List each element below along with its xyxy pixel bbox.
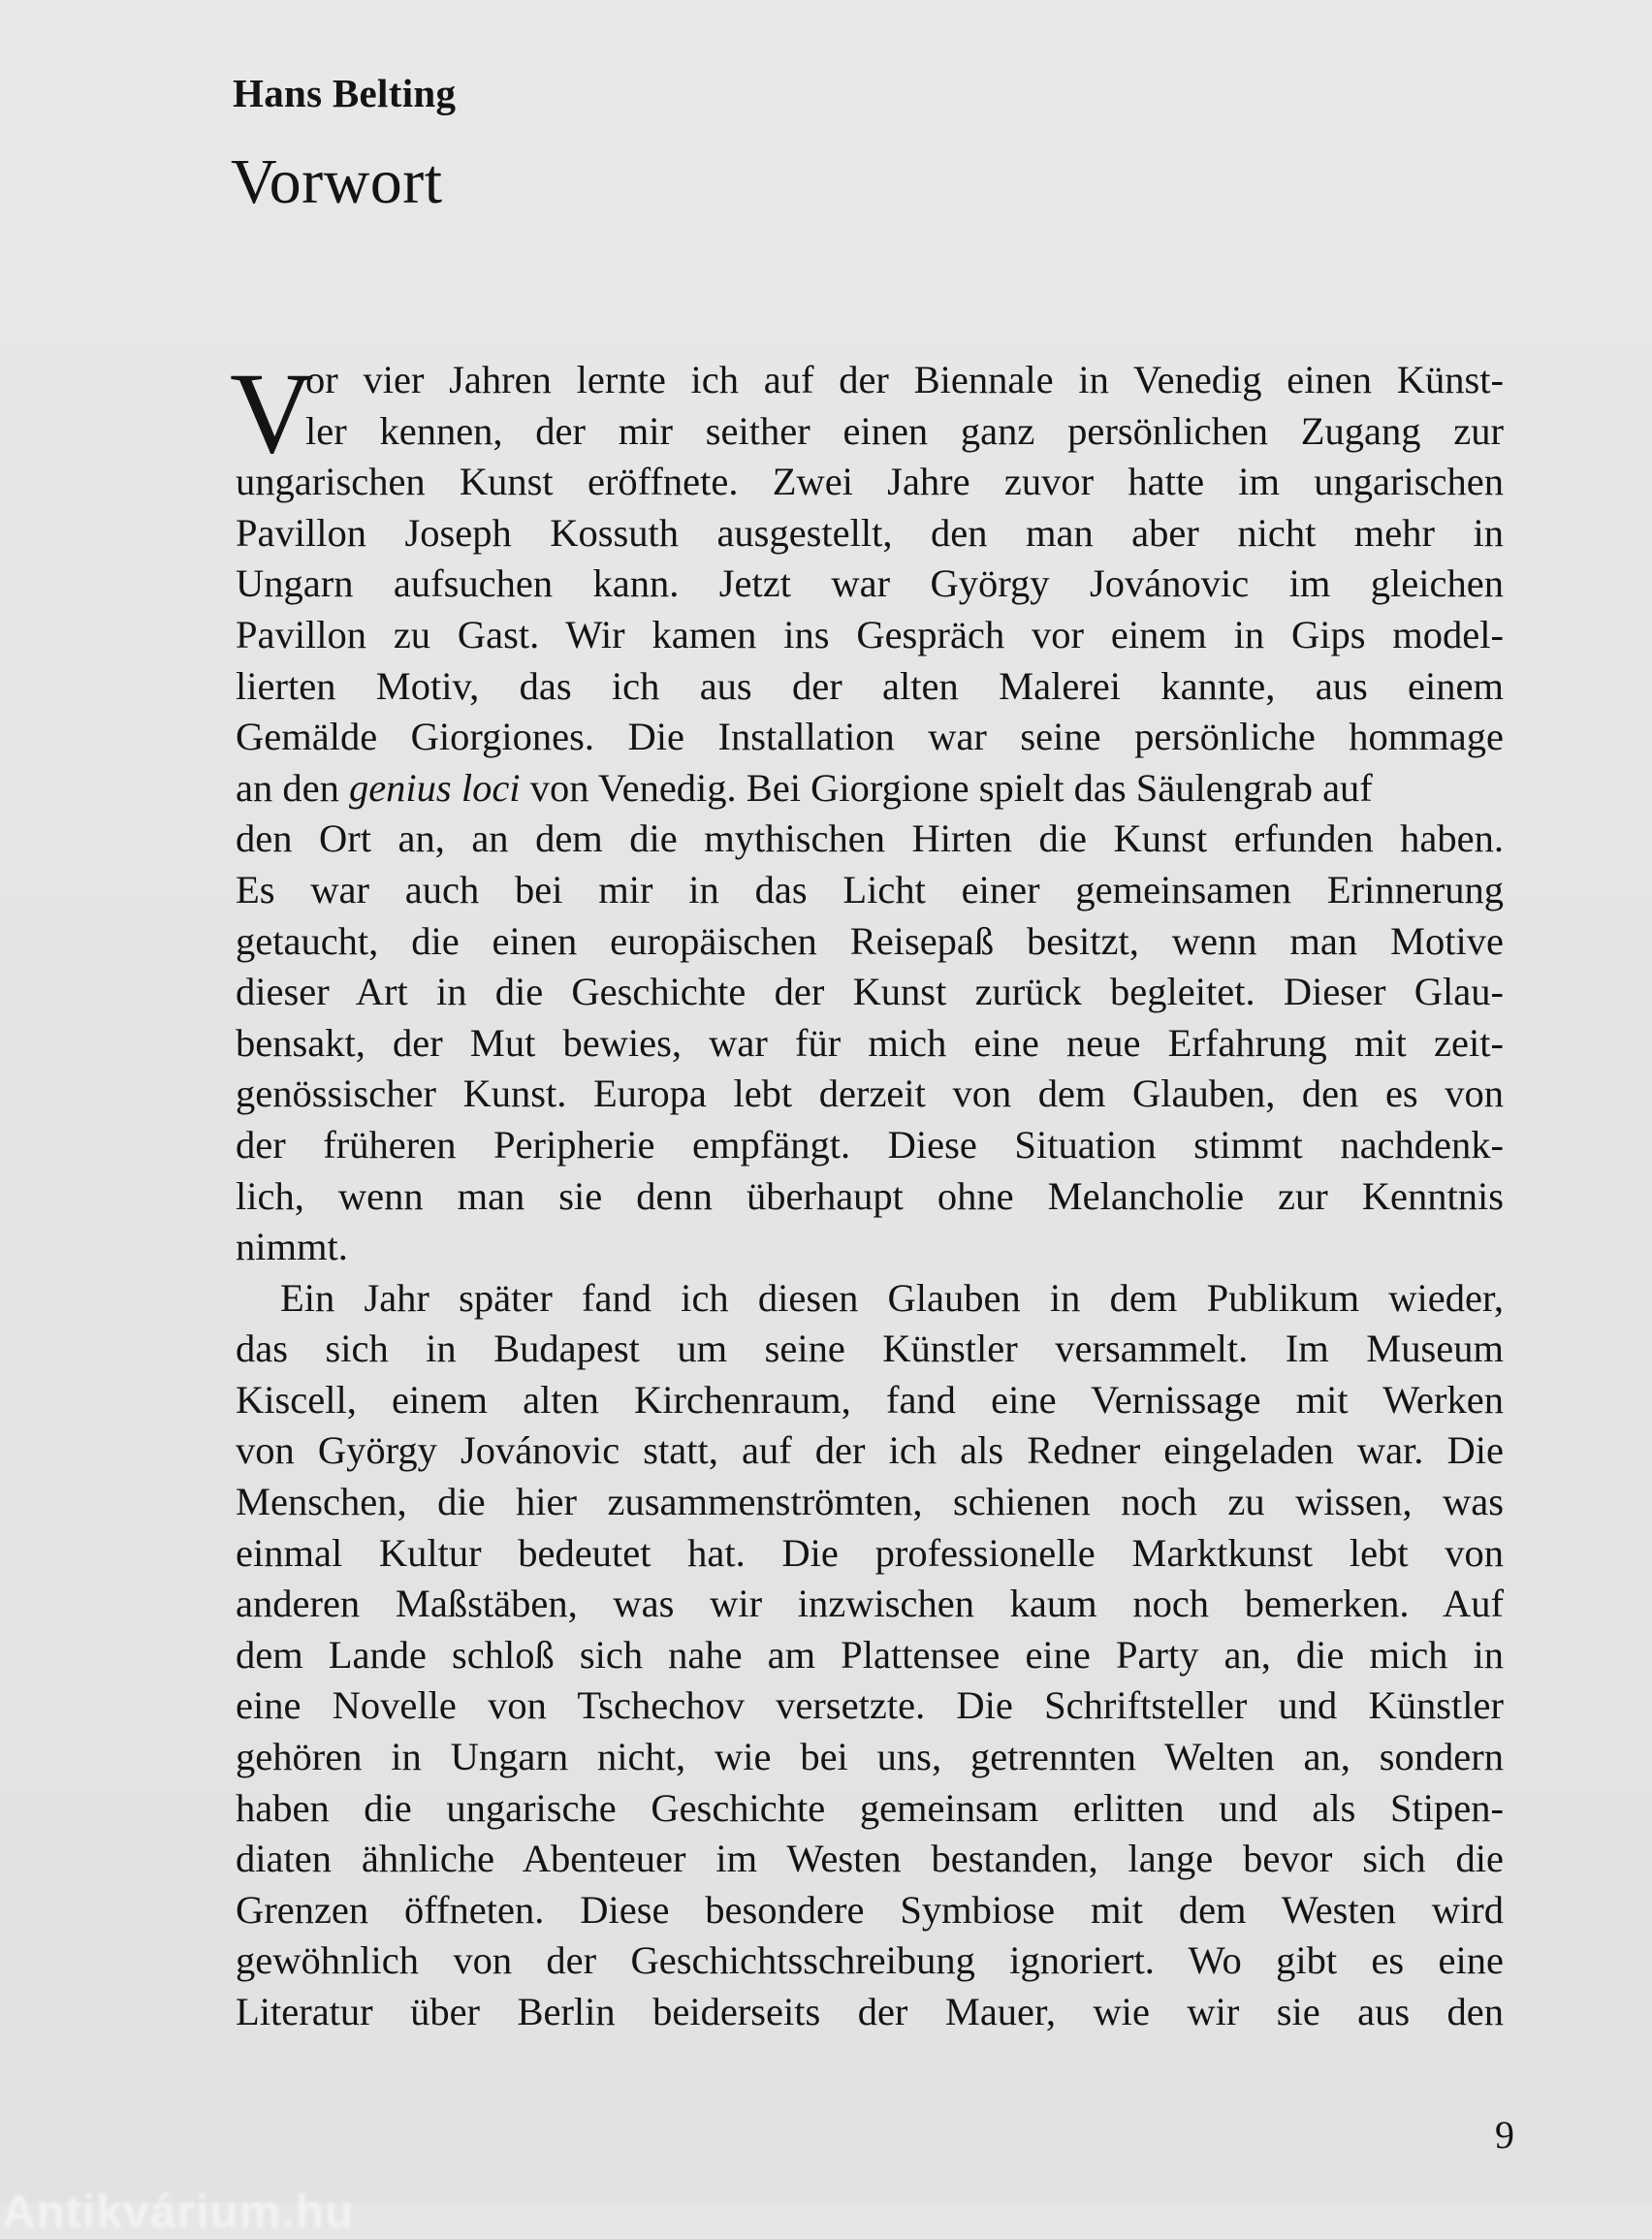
text-line: der früheren Peripherie empfängt. Diese Situation stimmt nachdenk-	[236, 1122, 1504, 1167]
text-line: den Ort an, an dem die mythischen Hirten die Kunst erfunden haben.	[236, 816, 1504, 861]
text-line: gehören in Ungarn nicht, wie bei uns, getrennten Welten an, sondern	[236, 1735, 1504, 1779]
text-line: bensakt, der Mut bewies, war für mich eine neue Erfahrung mit zeit-	[236, 1020, 1504, 1065]
text-line: dieser Art in die Geschichte der Kunst zurück begleitet. Dieser Glau-	[236, 970, 1504, 1014]
text-line: haben die ungarische Geschichte gemeinsam erlitten und als Stipen-	[236, 1785, 1504, 1830]
text-line-with-italic	[236, 763, 1504, 815]
text-line: Pavillon zu Gast. Wir kamen ins Gespräch vor einem in Gips model-	[236, 612, 1504, 656]
paragraph-2	[236, 1273, 1504, 2038]
text-line: or vier Jahren lernte ich auf der Biennale in Venedig einen Künst-	[305, 358, 1504, 401]
text-line: gewöhnlich von der Geschichtsschreibung ignoriert. Wo gibt es eine	[236, 1938, 1504, 1983]
text-fragment: von Venedig. Bei Giorgione spielt das Säulengrab auf	[520, 765, 1373, 810]
text-line: Grenzen öffneten. Diese besondere Symbiose mit dem Westen wird	[236, 1887, 1504, 1932]
text-line: Kiscell, einem alten Kirchenraum, fand eine Vernissage mit Werken	[236, 1377, 1504, 1422]
text-line: eine Novelle von Tschechov versetzte. Die Schriftsteller und Künstler	[236, 1683, 1504, 1728]
text-line: ler kennen, der mir seither einen ganz persönlichen Zugang zur	[305, 408, 1504, 453]
text-line: Ein Jahr später fand ich diesen Glauben in dem Publikum wieder,	[280, 1275, 1504, 1320]
text-line: anderen Maßstäben, was wir inzwischen kaum noch bemerken. Auf	[236, 1582, 1504, 1626]
text-line: von György Jovánovic statt, auf der ich als Redner eingeladen war. Die	[236, 1428, 1504, 1473]
text-line: Pavillon Joseph Kossuth ausgestellt, den man aber nicht mehr in	[236, 510, 1504, 555]
italic-phrase: genius loci	[348, 765, 521, 810]
text-line: Literatur über Berlin beiderseits der Mauer, wie wir sie aus den	[236, 1990, 1504, 2033]
text-line: getaucht, die einen europäischen Reisepaß besitzt, wenn man Motive	[236, 918, 1504, 963]
text-line: genössischer Kunst. Europa lebt derzeit von dem Glauben, den es von	[236, 1072, 1504, 1116]
chapter-title: Vorwort	[231, 146, 443, 217]
text-line: lierten Motiv, das ich aus der alten Malerei kannte, aus einem	[236, 663, 1504, 708]
text-line: dem Lande schloß sich nahe am Plattensee eine Party an, die mich in	[236, 1632, 1504, 1677]
author-name: Hans Belting	[233, 71, 457, 115]
text-line: diaten ähnliche Abenteuer im Westen bestanden, lange bevor sich die	[236, 1837, 1504, 1881]
text-line: Menschen, die hier zusammenströmten, schienen noch zu wissen, was	[236, 1480, 1504, 1524]
text-line: Ungarn aufsuchen kann. Jetzt war György Jovánovic im gleichen	[236, 561, 1504, 606]
text-line: ungarischen Kunst eröffnete. Zwei Jahre zuvor hatte im ungarischen	[236, 460, 1504, 504]
text-line: das sich in Budapest um seine Künstler versammelt. Im Museum	[236, 1327, 1504, 1371]
text-line: Gemälde Giorgiones. Die Installation war seine persönliche hommage	[236, 715, 1504, 759]
text-fragment: an den	[236, 765, 349, 810]
drop-cap: V	[230, 348, 314, 477]
text-line: einmal Kultur bedeutet hat. Die professionelle Marktkunst lebt von	[236, 1530, 1504, 1575]
watermark: Antikvárium.hu	[2, 2187, 355, 2238]
body-text	[230, 348, 1504, 2038]
text-line: nimmt.	[236, 1225, 348, 1269]
paragraph-1	[230, 348, 1504, 1273]
text-line: Es war auch bei mir in das Licht einer gemeinsamen Erinnerung	[236, 867, 1504, 912]
page-number: 9	[1495, 2113, 1514, 2157]
text-line: lich, wenn man sie denn überhaupt ohne Melancholie zur Kenntnis	[236, 1173, 1504, 1218]
